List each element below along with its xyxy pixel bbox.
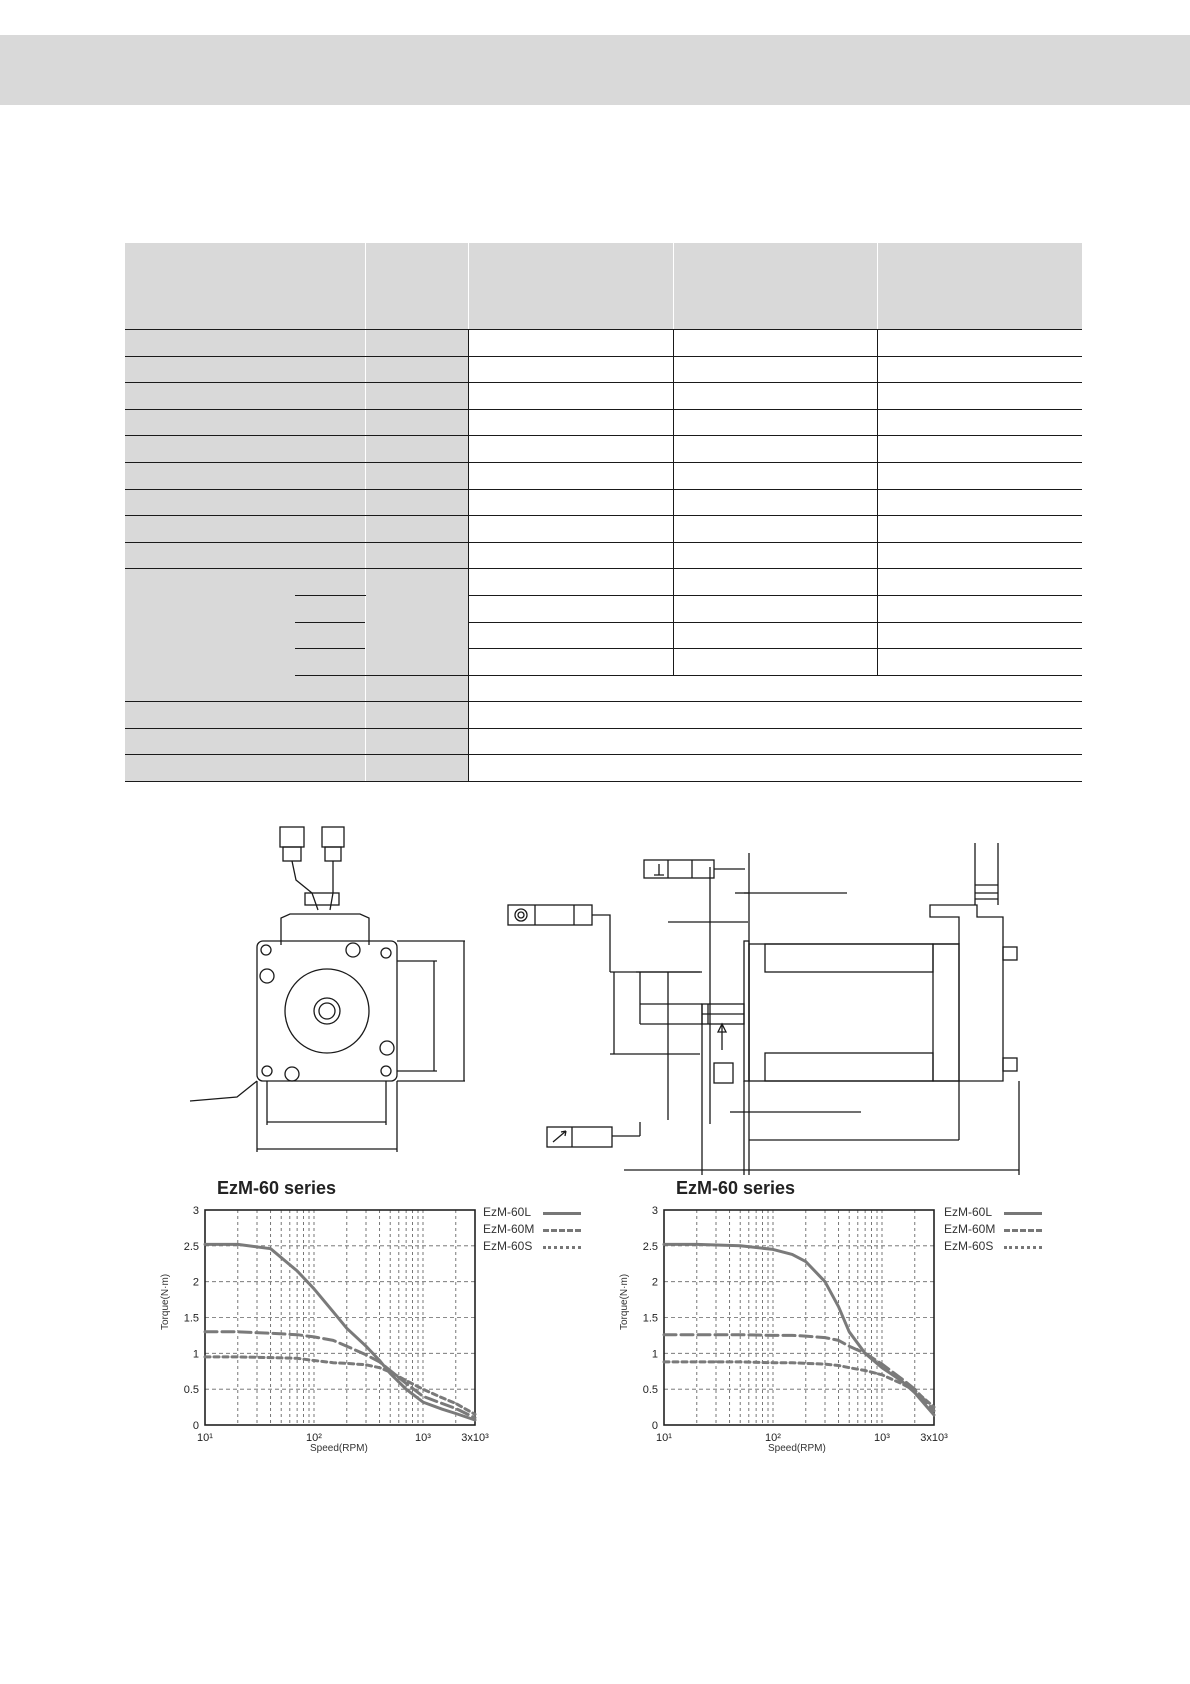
y-tick-label: 0 <box>651 1420 658 1432</box>
x-tick-label: 10² <box>765 1432 781 1444</box>
legend-label: EzM-60L <box>483 1205 532 1219</box>
legend-swatch-solid <box>1004 1212 1042 1215</box>
y-tick-label: 2 <box>192 1276 199 1289</box>
legend-label: EzM-60M <box>483 1222 535 1236</box>
table-row <box>125 755 1082 782</box>
chart-2-xlabel: Speed(RPM) <box>768 1443 826 1454</box>
legend-label: EzM-60L <box>944 1205 993 1219</box>
chart-1-xlabel: Speed(RPM) <box>310 1443 368 1454</box>
y-tick-label: 1 <box>651 1348 658 1361</box>
table-row <box>125 383 1082 410</box>
y-tick-label: 1.5 <box>183 1312 199 1325</box>
y-tick-label: 2.5 <box>183 1240 199 1253</box>
table-row <box>125 702 1082 729</box>
table-row <box>125 569 1082 596</box>
legend-swatch-dotted <box>543 1246 581 1249</box>
x-tick-label: 10¹ <box>197 1432 213 1444</box>
y-tick-label: 2.5 <box>642 1240 658 1253</box>
table-row <box>125 489 1082 516</box>
y-tick-label: 1.5 <box>642 1312 658 1325</box>
y-tick-label: 0.5 <box>642 1384 658 1397</box>
y-tick-label: 3 <box>192 1205 199 1217</box>
x-tick-label: 10¹ <box>656 1432 672 1444</box>
legend-label: EzM-60S <box>944 1239 994 1253</box>
x-tick-label: 3x10³ <box>920 1432 948 1444</box>
y-tick-label: 3 <box>651 1205 658 1217</box>
motor-dimension-drawing <box>0 800 1190 1180</box>
legend-label: EzM-60S <box>483 1239 533 1253</box>
table-row <box>125 516 1082 543</box>
legend-label: EzM-60M <box>944 1222 996 1236</box>
table-row <box>125 542 1082 569</box>
spec-table <box>125 243 1082 782</box>
series-line-ezm-60m <box>664 1335 934 1411</box>
y-tick-label: 0 <box>192 1420 199 1432</box>
x-tick-label: 10² <box>306 1432 322 1444</box>
x-tick-label: 10³ <box>874 1432 890 1444</box>
legend-swatch-solid <box>543 1212 581 1215</box>
torque-speed-chart-2 <box>614 1200 954 1480</box>
spec-header-row <box>125 243 1082 330</box>
table-row <box>125 728 1082 755</box>
chart-2-title: EzM-60 series <box>676 1178 796 1198</box>
torque-speed-chart-1 <box>155 1200 495 1480</box>
chart-2-ylabel: Torque(N·m) <box>619 1273 630 1330</box>
x-tick-label: 10³ <box>415 1432 431 1444</box>
table-row <box>125 356 1082 383</box>
series-line-ezm-60s <box>664 1362 934 1407</box>
table-row <box>125 409 1082 436</box>
y-tick-label: 0.5 <box>183 1384 199 1397</box>
chart-1-ylabel: Torque(N·m) <box>160 1273 171 1330</box>
legend-swatch-dashed <box>1004 1229 1042 1232</box>
chart-1-title: EzM-60 series <box>217 1178 337 1198</box>
chart-2-legend <box>944 1204 1054 1255</box>
legend-swatch-dashed <box>543 1229 581 1232</box>
header-band <box>0 35 1190 105</box>
table-row <box>125 330 1082 357</box>
y-tick-label: 2 <box>651 1276 658 1289</box>
table-row <box>125 436 1082 463</box>
x-tick-label: 3x10³ <box>461 1432 489 1444</box>
table-row <box>125 463 1082 490</box>
legend-swatch-dotted <box>1004 1246 1042 1249</box>
chart-1-legend <box>483 1204 593 1255</box>
table-row <box>125 675 1082 702</box>
y-tick-label: 1 <box>192 1348 199 1361</box>
